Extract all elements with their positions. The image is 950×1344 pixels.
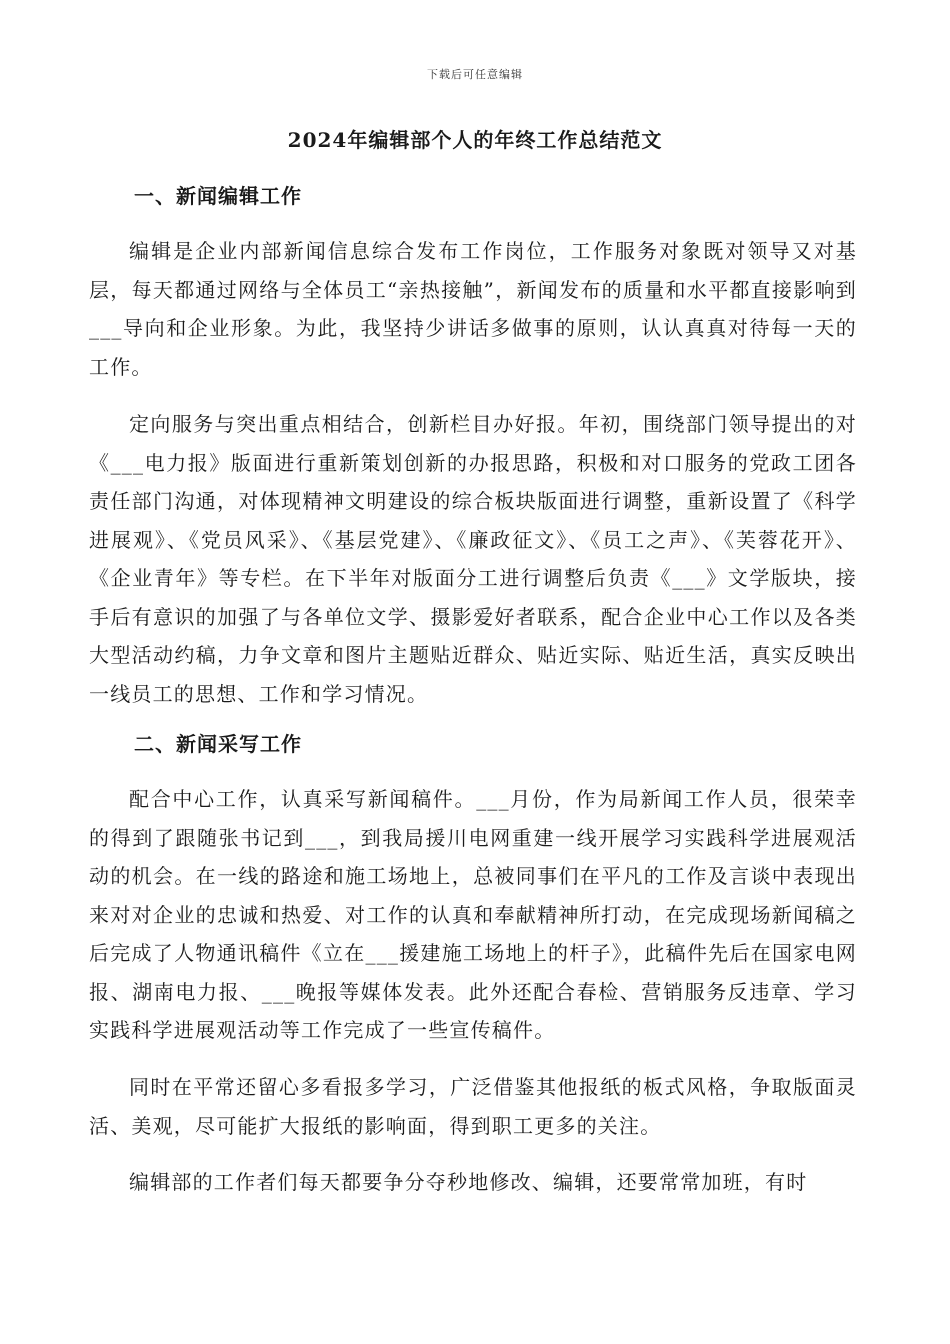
header-note: 下载后可任意编辑 bbox=[427, 68, 523, 81]
section-heading-news-writing: 二、新闻采写工作 bbox=[134, 732, 302, 756]
paragraph: 编辑部的工作者们每天都要争分夺秒地修改、编辑，还要常常加班，有时 bbox=[129, 1170, 808, 1194]
section-heading-news-editing: 一、新闻编辑工作 bbox=[134, 184, 302, 208]
paragraph: 定向服务与突出重点相结合，创新栏目办好报。年初，围绕部门领导提出的对《___电力报》版面进行重新策划创新的办报思路，积极和对口服务的党政工团各责任部门沟通，对体现精神文明建设的综合板块版面进行调整，重新设置了《科学进展观》、《党员风采》、《基层党建》、《廉政征文》、《员工之声》、《芙蓉花开》、《企业青年》等专栏。在下半年对版面分工进行调整后负责《___》文学版块，接手后有意识的加强了与各单位文学、摄影爱好者联系，配合企业中心工作以及各类大型活动约稿，力争文章和图片主题贴近群众、贴近实际、贴近生活，真实反映出一线员工的思想、工作和学习情况。 bbox=[89, 412, 857, 706]
paragraph: 同时在平常还留心多看报多学习，广泛借鉴其他报纸的板式风格，争取版面灵活、美观，尽可能扩大报纸的影响面，得到职工更多的关注。 bbox=[89, 1075, 857, 1138]
paragraph: 配合中心工作，认真采写新闻稿件。___月份，作为局新闻工作人员，很荣幸的得到了跟随张书记到___，到我局援川电网重建一线开展学习实践科学进展观活动的机会。在一线的路途和施工场地上，总被同事们在平凡的工作及言谈中表现出来对对企业的忠诚和热爱、对工作的认真和奉献精神所打动，在完成现场新闻稿之后完成了人物通讯稿件《立在___援建施工场地上的杆子》，此稿件先后在国家电网报、湖南电力报、___晚报等媒体发表。此外还配合春检、营销服务反违章、学习实践科学进展观活动等工作完成了一些宣传稿件。 bbox=[89, 787, 857, 1042]
paragraph: 编辑是企业内部新闻信息综合发布工作岗位，工作服务对象既对领导又对基层，每天都通过网络与全体员工“亲热接触”，新闻发布的质量和水平都直接影响到___导向和企业形象。为此，我坚持少讲话多做事的原则，认认真真对待每一天的工作。 bbox=[89, 239, 857, 379]
document-title: 2024年编辑部个人的年终工作总结范文 bbox=[287, 128, 663, 152]
